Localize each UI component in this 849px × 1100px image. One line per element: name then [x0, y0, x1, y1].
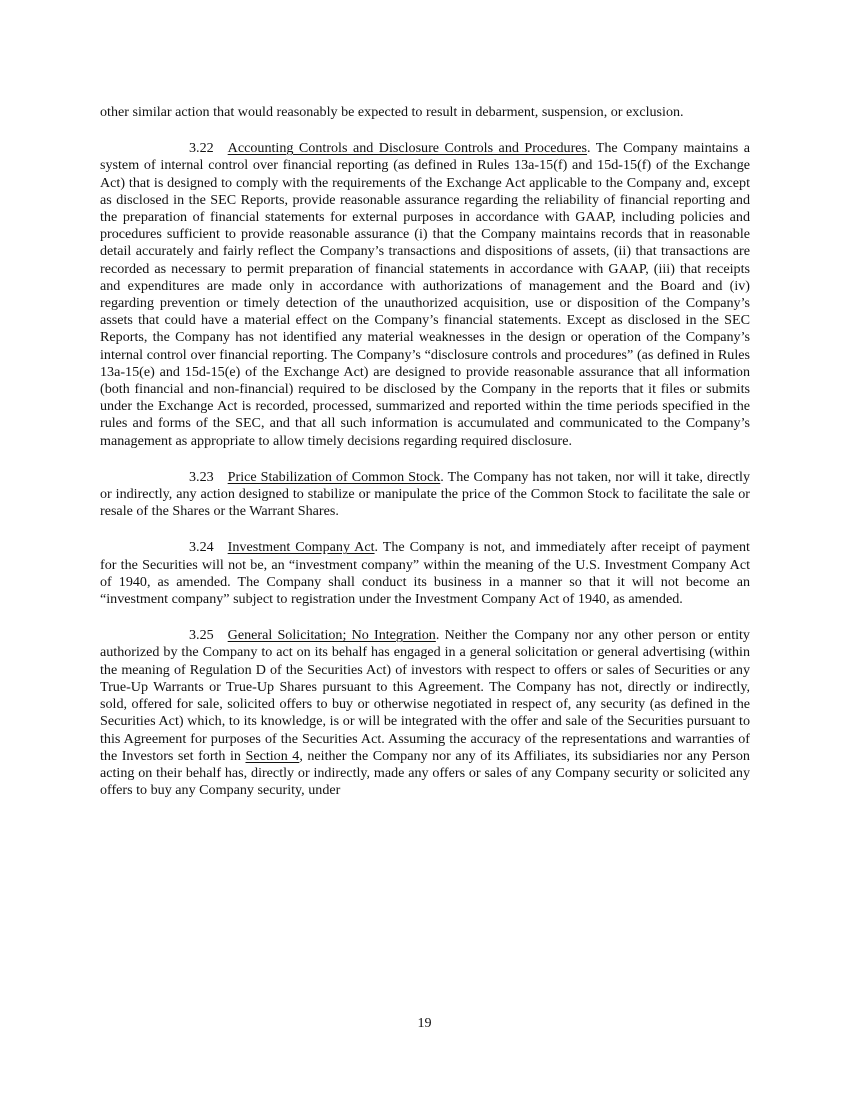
section-body: The Company has not taken, nor will it take, directly or indirectly, any action designed to stabilize or manipulate the price of the Common Stock to facilitate the sale or resale of the Shares or the Warrant Shares. — [100, 468, 750, 520]
page-number: 19 — [417, 1015, 432, 1031]
section-body: The Company maintains a system of internal control over financial reporting (as defined in Rules 13a-15(f) and 15d-15(f) of the Exchange Act) that is designed to comply with the requirements of the Exchange Act applicable to the Company and, except as disclosed in the SEC Reports, provide reasonable assurance regarding the reliability of financial reporting and the preparation of financial statements for external purposes in accordance with GAAP, including policies and procedures sufficient to provide reasonable assurance (i) that the Company maintains records that in reasonable detail accurately and fairly reflect the Company’s transactions and dispositions of assets, (ii) that transactions are recorded as necessary to permit preparation of financial statements in accordance with GAAP, (iii) that receipts and expenditures are made only in accordance with authorizations of management and the Board and (iv) regarding prevention or timely detection of the unauthorized acquisition, use or disposition of the Company’s assets that could have a material effect on the Company’s financial statements. Except as disclosed in the SEC Reports, the Company has not identified any material weaknesses in the design or operation of the Company’s internal control over financial reporting. The Company’s “disclosure controls and procedures” (as defined in Rules 13a-15(e) and 15d-15(e) of the Exchange Act) are designed to provide reasonable assurance that all information (both financial and non-financial) required to be disclosed by the Company in the reports that it files or submits under the Exchange Act is recorded, processed, summarized and reported within the time periods specified in the rules and forms of the SEC, and that all such information is accumulated and communicated to the Company’s management as appropriate to allow timely decisions regarding required disclosure. — [100, 140, 750, 449]
section-body: Neither the Company nor any other person or entity authorized by the Company to act on its behalf has engaged in a general solicitation or general advertising (within the meaning of Regulation D of the Securities Act) of investors with respect to offers or sales of Securities or any True-Up Warrants or True-Up Shares pursuant to this Agreement. The Company has not, directly or indirectly, sold, offered for sale, solicited offers to buy or otherwise negotiated in respect of, any security (as defined in the Securities Act) which, to its knowledge, is or will be integrated with the offer and sale of the Securities pursuant to this Agreement for purposes of the Securities Act. Assuming the accuracy of the representations and warranties of the Investors set forth in — [100, 627, 750, 764]
section-number: 3.24 — [189, 539, 214, 556]
section-body: The Company is not, and immediately after receipt of payment for the Securities will not be, an “investment company” within the meaning of the U.S. Investment Company Act of 1940, as amended. The Company shall conduct its business in a manner so that it will not become an “investment company” subject to registration under the Investment Company Act of 1940, as amended. — [100, 539, 750, 608]
section-title: Accounting Controls and Disclosure Controls and Procedures — [227, 140, 588, 157]
section-title: Price Stabilization of Common Stock — [227, 468, 441, 485]
section-title: General Solicitation; No Integration — [227, 627, 436, 644]
section-3-24: 3.24 Investment Company Act. The Company is not, and immediately after receipt of payment for the Securities will not be, an “investment company” within the meaning of the U.S. Investment Company Act of 1940, as amended. The Company shall conduct its business in a manner so that it will not become an “investment company” subject to registration under the Investment Company Act of 1940, as amended. — [100, 539, 750, 608]
section-number: 3.22 — [189, 140, 214, 157]
section-body-continued: , neither the Company nor any of its Affiliates, its subsidiaries nor any Person acting on their behalf has, directly or indirectly, made any offers or sales of any Company security or solicited any offers to buy any Company security, under — [100, 747, 750, 799]
section-number: 3.25 — [189, 627, 214, 644]
section-3-22: 3.22 Accounting Controls and Disclosure Controls and Procedures. The Company maintains a system of internal control over financial reporting (as defined in Rules 13a-15(f) and 15d-15(f) of the Exchange Act) that is designed to comply with the requirements of the Exchange Act applicable to the Company and, except as disclosed in the SEC Reports, provide reasonable assurance regarding the reliability of financial reporting and the preparation of financial statements for external purposes in accordance with GAAP, including policies and procedures sufficient to provide reasonable assurance (i) that the Company maintains records that in reasonable detail accurately and fairly reflect the Company’s transactions and dispositions of assets, (ii) that transactions are recorded as necessary to permit preparation of financial statements in accordance with GAAP, (iii) that receipts and expenditures are made only in accordance with authorizations of management and the Board and (iv) regarding prevention or timely detection of the unauthorized acquisition, use or disposition of the Company’s assets that could have a material effect on the Company’s financial statements. Except as disclosed in the SEC Reports, the Company has not identified any material weaknesses in the design or operation of the Company’s internal control over financial reporting. The Company’s “disclosure controls and procedures” (as defined in Rules 13a-15(e) and 15d-15(e) of the Exchange Act) are designed to provide reasonable assurance that all information (both financial and non-financial) required to be disclosed by the Company in the reports that it files or submits under the Exchange Act is recorded, processed, summarized and reported within the time periods specified in the rules and forms of the SEC, and that all such information is accumulated and communicated to the Company’s management as appropriate to allow timely decisions regarding required disclosure. — [100, 140, 750, 449]
page-body — [100, 104, 750, 818]
section-title: Investment Company Act — [227, 539, 375, 556]
section-number: 3.23 — [189, 468, 214, 485]
continuation-paragraph: other similar action that would reasonably be expected to result in debarment, suspension, or exclusion. — [100, 104, 684, 120]
section-3-25: 3.25 General Solicitation; No Integration. Neither the Company nor any other person or entity authorized by the Company to act on its behalf has engaged in a general solicitation or general advertising (within the meaning of Regulation D of the Securities Act) of investors with respect to offers or sales of Securities or any True-Up Warrants or True-Up Shares pursuant to this Agreement. The Company has not, directly or indirectly, sold, offered for sale, solicited offers to buy or otherwise negotiated in respect of, any security (as defined in the Securities Act) which, to its knowledge, is or will be integrated with the offer and sale of the Securities pursuant to this Agreement for purposes of the Securities Act. Assuming the accuracy of the representations and warranties of the Investors set forth in Section 4, neither the Company nor any of its Affiliates, its subsidiaries nor any Person acting on their behalf has, directly or indirectly, made any offers or sales of any Company security or solicited any offers to buy any Company security, under — [100, 627, 750, 799]
section-3-23: 3.23 Price Stabilization of Common Stock. The Company has not taken, nor will it take, directly or indirectly, any action designed to stabilize or manipulate the price of the Common Stock to facilitate the sale or resale of the Shares or the Warrant Shares. — [100, 468, 750, 520]
section-cross-reference: Section 4 — [245, 747, 300, 764]
